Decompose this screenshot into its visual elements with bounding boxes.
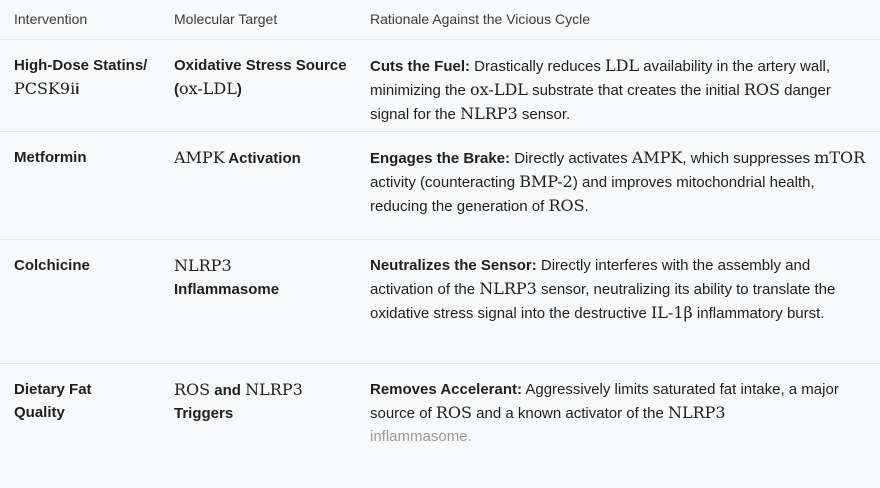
intervention-name-math: PCSK9i — [14, 79, 76, 98]
rationale-lead: Neutralizes the Sensor: — [370, 257, 537, 274]
intervention-name: Metformin — [14, 149, 87, 166]
intervention-cell — [14, 364, 174, 488]
intervention-cell — [14, 240, 174, 363]
target-math: NLRP3 — [174, 256, 232, 275]
rationale-math: IL-1β — [650, 303, 693, 322]
target-math: AMPK — [174, 148, 225, 167]
intervention-name: High-Dose Statins/ — [14, 57, 148, 74]
target-math: NLRP3 — [245, 380, 303, 399]
target-text: Oxidative Stress Source ( — [174, 57, 347, 98]
rationale-cell — [370, 364, 880, 488]
rationale-lead: Cuts the Fuel: — [370, 58, 470, 75]
rationale-math: NLRP3 — [460, 104, 518, 123]
rationale-cell — [370, 240, 880, 363]
intervention-cell — [14, 132, 174, 239]
rationale-math: AMPK — [631, 148, 683, 167]
rationale-math: ROS — [743, 80, 780, 99]
rationale-text: danger signal for the — [370, 82, 831, 123]
rationale-text: . — [584, 198, 589, 215]
rationale-text: availability in the artery wall, minimizing the — [370, 58, 831, 99]
table-row — [0, 40, 880, 132]
intervention-name: Dietary Fat — [14, 381, 92, 398]
rationale-text: substrate that creates the initial — [527, 82, 744, 99]
rationale-math: mTOR — [814, 148, 866, 167]
rationale-text: , which suppresses — [682, 150, 815, 167]
target-text: Activation — [224, 150, 301, 167]
table-row — [0, 364, 880, 488]
target-text: Inflammasome — [174, 281, 280, 298]
target-text-end: ) — [236, 81, 242, 98]
intervention-name: Colchicine — [14, 257, 90, 274]
rationale-lead: Engages the Brake: — [370, 150, 511, 167]
rationale-math: ox-LDL — [470, 80, 528, 99]
rationale-cell — [370, 132, 880, 239]
target-cell — [174, 132, 370, 239]
target-cell — [174, 364, 370, 488]
rationale-math: ROS — [548, 196, 585, 215]
rationale-text: inflammatory burst. — [692, 305, 825, 322]
rationale-text: Directly activates — [510, 150, 632, 167]
rationale-math: NLRP3 — [479, 279, 537, 298]
intervention-cell: High-Dose Statins/ PCSK9ii — [14, 57, 148, 98]
rationale-text: Drastically reduces — [470, 58, 606, 75]
rationale-cell — [370, 40, 880, 131]
rationale-math: BMP-2 — [519, 172, 573, 191]
rationale-lead: Removes Accelerant: — [370, 381, 523, 398]
header-rationale: Rationale Against the Vicious Cycle — [370, 11, 590, 27]
target-text-line2: Triggers — [174, 405, 234, 422]
target-math: ox-LDL — [179, 79, 237, 98]
table-row — [0, 240, 880, 364]
rationale-math: LDL — [605, 56, 640, 75]
target-cell — [174, 240, 370, 363]
rationale-text: sensor, neutralizing its ability to translate the oxidative stress signal into the destructive — [370, 281, 836, 322]
rationale-text: ) and improves mitochondrial health, reducing the generation of — [370, 174, 815, 215]
rationale-math: NLRP3 — [667, 403, 726, 422]
target-math: ROS — [174, 380, 211, 399]
intervention-name-line2: Quality — [14, 404, 65, 421]
target-cell — [174, 40, 370, 131]
rationale-text: Aggressively limits saturated fat intake, a major source of — [370, 381, 839, 422]
table-header-row — [0, 0, 880, 40]
rationale-math: ROS — [435, 403, 472, 422]
header-intervention: Intervention — [14, 11, 88, 27]
rationale-text: sensor. — [517, 106, 571, 123]
rationale-text: activity (counteracting — [370, 174, 520, 191]
rationale-text: Directly interferes with the assembly and activation of the — [370, 257, 811, 298]
rationale-text-faded: inflammasome. — [370, 428, 472, 445]
target-text: and — [210, 382, 246, 399]
table-row — [0, 132, 880, 240]
rationale-text: and a known activator of the — [472, 405, 668, 422]
header-molecular-target: Molecular Target — [174, 11, 278, 27]
